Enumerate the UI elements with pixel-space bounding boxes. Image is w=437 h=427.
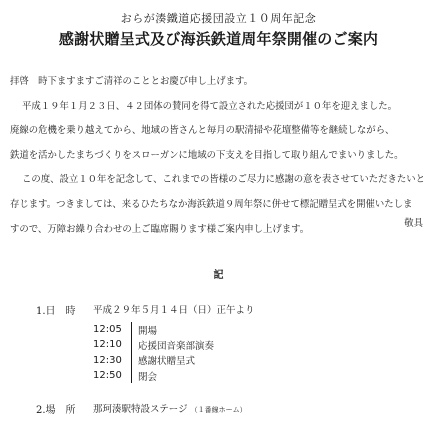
body-line: 鉄道を活かしたまちづくりをスローガンに地域の下支えを目指して取り組んでまいりました。 xyxy=(10,149,404,161)
date-value: 平成２９年５月１４日（日）正午より xyxy=(93,305,255,316)
schedule-time: 12:10 xyxy=(93,339,122,351)
schedule-divider xyxy=(131,337,132,352)
place-label: 2.場 所 xyxy=(36,405,76,416)
schedule-list xyxy=(93,322,214,383)
place-value: 那珂湊駅特設ステージ xyxy=(93,404,188,415)
schedule-label: 感謝状贈呈式 xyxy=(138,356,196,368)
schedule-item xyxy=(93,322,214,337)
body-line: 拝啓 時下ますますご清祥のこととお慶び申し上げます。 xyxy=(10,76,254,87)
schedule-label: 閉会 xyxy=(138,371,158,383)
schedule-item xyxy=(93,337,214,352)
document-subtitle: おらが湊鐵道応援団設立１０周年記念 xyxy=(120,12,317,25)
schedule-time: 12:05 xyxy=(93,324,122,336)
body-line: 平成１９年１月２３日、４２団体の賛同を得て設立された応援団が１０年を迎えました。 xyxy=(22,100,398,112)
schedule-label: 開場 xyxy=(138,325,158,337)
schedule-divider xyxy=(131,353,132,368)
place-value-row xyxy=(93,401,247,415)
body-line: 存じます。つきましては、来るひたちなか海浜鉄道９周年祭に併せて標記贈呈式を開催いたしま xyxy=(10,198,413,210)
ki-heading: 記 xyxy=(213,270,224,281)
document-title: 感謝状贈呈式及び海浜鉄道周年祭開催のご案内 xyxy=(58,30,379,48)
body-line: 廃線の危機を乗り越えてから、地域の皆さんと毎月の駅清掃や花壇整備等を継続しながら、 xyxy=(10,125,395,137)
schedule-label: 応援団音楽部演奏 xyxy=(138,340,215,352)
schedule-divider xyxy=(131,368,132,383)
body-line: すので、万障お繰り合わせの上ご臨席賜ります様ご案内申し上げます。 xyxy=(10,223,310,235)
schedule-divider xyxy=(131,322,132,337)
letter-body xyxy=(10,70,430,242)
schedule-time: 12:30 xyxy=(93,354,122,366)
schedule-item xyxy=(93,353,214,368)
date-label: 1.日 時 xyxy=(36,306,76,317)
schedule-time: 12:50 xyxy=(93,370,122,382)
place-note: （１番線ホーム） xyxy=(190,406,247,414)
body-line: この度、設立１０年を記念して、これまでの皆様のご尽力に感謝の意を表させていただきたいと xyxy=(22,174,425,186)
closing-keigu: 敬具 xyxy=(404,218,423,229)
schedule-item xyxy=(93,368,214,383)
